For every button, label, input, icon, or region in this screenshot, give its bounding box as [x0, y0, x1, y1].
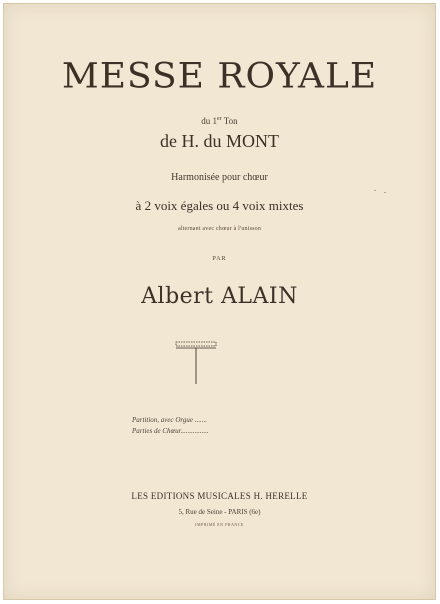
mode-subtitle-sup: er [217, 116, 222, 122]
voices-note: à 2 voix égales ou 4 voix mixtes [135, 198, 304, 213]
score-cover-page [3, 3, 436, 600]
paper-speck [384, 192, 386, 193]
ornament-icon [174, 340, 218, 384]
arranger-name: Albert ALAIN [141, 284, 298, 309]
mode-subtitle-prefix: du 1 [201, 116, 218, 126]
alternation-note: alternant avec chœur à l'unisson [177, 226, 262, 232]
mode-subtitle-suffix: Ton [221, 116, 238, 126]
paper-speck [374, 190, 376, 191]
publisher-name: LES EDITIONS MUSICALES H. HERELLE [131, 491, 308, 501]
original-composer: de H. du MONT [160, 131, 279, 151]
harmonisation-note: Harmonisée pour chœur [171, 172, 268, 183]
par-label: PAR [212, 256, 227, 262]
publisher-address: 5, Rue de Seine - PARIS (6e) [178, 508, 261, 516]
work-title: MESSE ROYALE [61, 57, 378, 96]
parts-item-choir: Parties de Chœur................ [132, 427, 209, 435]
mode-subtitle [4, 116, 435, 126]
printed-in: IMPRIMÉ EN FRANCE [195, 522, 244, 527]
parts-list [132, 415, 209, 437]
parts-item-score: Partition, avec Orgue ....... [132, 416, 207, 424]
